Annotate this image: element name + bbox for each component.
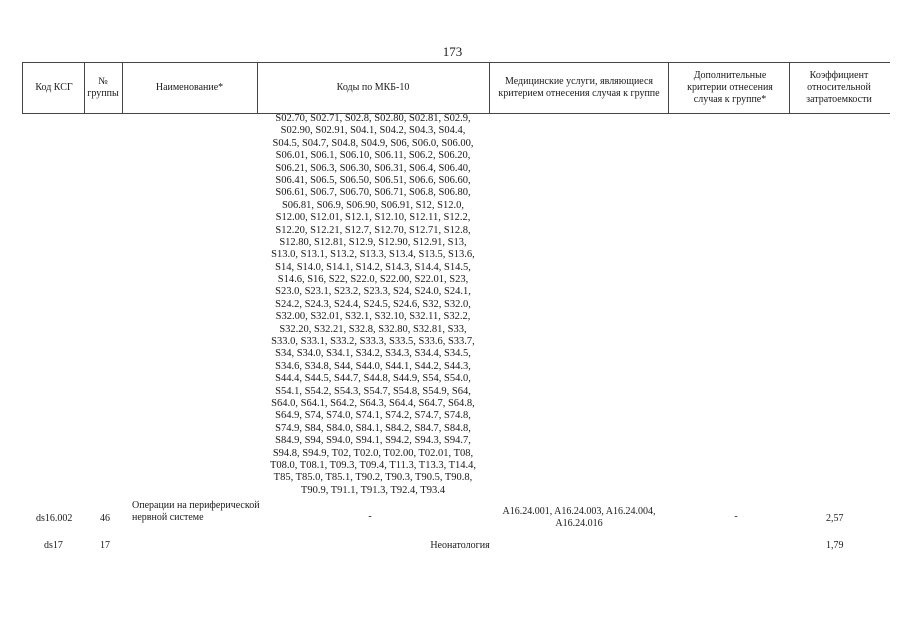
page-number: 173 xyxy=(442,44,463,59)
mkb-codes-line: S84.9, S94, S94.0, S94.1, S94.2, S94.3, S94.7, xyxy=(275,435,471,447)
col-divider xyxy=(668,62,669,114)
row-services-line: A16.24.001, A16.24.003, A16.24.004, xyxy=(502,506,656,517)
row-section-title: Неонатология xyxy=(430,540,490,551)
col-divider xyxy=(489,62,490,114)
mkb-codes-line: S32.00, S32.01, S32.1, S32.10, S32.11, S32.2, xyxy=(275,311,471,323)
mkb-codes-line: S34, S34.0, S34.1, S34.2, S34.3, S34.4, S34.5, xyxy=(275,348,471,360)
row-name: Операции на периферической нервной системе xyxy=(132,500,260,523)
mkb-codes-line: S06.01, S06.1, S06.10, S06.11, S06.2, S06.20, xyxy=(275,150,471,162)
row-services xyxy=(492,506,666,530)
mkb-codes-line: T85, T85.0, T85.1, T90.2, T90.3, T90.5, T90.8, xyxy=(273,472,473,484)
row-coef: 1,79 xyxy=(826,540,844,551)
mkb-codes-line: S06.81, S06.9, S06.90, S06.91, S12, S12.0, xyxy=(281,199,465,211)
mkb-codes-line: T90.9, T91.1, T91.3, T92.4, T93.4 xyxy=(300,484,446,496)
mkb-codes-line: S74.9, S84, S84.0, S84.1, S84.2, S84.7, S84.8, xyxy=(275,422,471,434)
mkb-codes-line: S06.61, S06.7, S06.70, S06.71, S06.8, S06.80, xyxy=(275,187,471,199)
row-code: ds16.002 xyxy=(36,513,73,524)
row-mkb: - xyxy=(368,511,372,522)
mkb-codes-line: S64.0, S64.1, S64.2, S64.3, S64.4, S64.7, S64.8, xyxy=(271,397,475,409)
mkb-codes-line: S23.0, S23.1, S23.2, S23.3, S24, S24.0, S24.1, xyxy=(275,286,471,298)
header-coef: Коэффициент относительной затратоемкости xyxy=(806,70,872,105)
mkb-codes-line: S12.20, S12.21, S12.7, S12.70, S12.71, S12.8, xyxy=(275,224,471,236)
header-criteria: Дополнительные критерии отнесения случая к группе* xyxy=(687,70,773,105)
mkb-codes-line: S06.21, S06.3, S06.30, S06.31, S06.4, S06.40, xyxy=(275,162,471,174)
row-coef: 2,57 xyxy=(826,513,844,524)
header-code: Код КСГ xyxy=(35,82,73,93)
mkb-codes-line: S44.4, S44.5, S44.7, S44.8, S44.9, S54, S54.0, xyxy=(275,373,471,385)
row-code: ds17 xyxy=(44,540,63,551)
mkb-codes-line: S02.70, S02.71, S02.8, S02.80, S02.81, S02.9, xyxy=(275,113,471,124)
mkb-codes-line: S24.2, S24.3, S24.4, S24.5, S24.6, S32, S32.0, xyxy=(275,298,471,310)
col-divider xyxy=(789,62,790,114)
col-divider xyxy=(122,62,123,114)
header-mkb: Коды по МКБ-10 xyxy=(336,82,410,93)
mkb-codes-line: S12.00, S12.01, S12.1, S12.10, S12.11, S12.2, xyxy=(275,212,471,224)
table-top-border xyxy=(22,62,890,63)
row-services-line: A16.24.016 xyxy=(555,518,603,529)
header-services: Медицинские услуги, являющиеся критерием отнесения случая к группе xyxy=(498,76,660,99)
row-group: 17 xyxy=(100,540,110,551)
mkb-codes-line: S33.0, S33.1, S33.2, S33.3, S33.5, S33.6, S33.7, xyxy=(271,336,475,348)
col-divider xyxy=(257,62,258,114)
header-group: № группы xyxy=(87,76,119,99)
col-divider xyxy=(84,62,85,114)
row-criteria: - xyxy=(734,511,738,522)
mkb-codes-line: S02.90, S02.91, S04.1, S04.2, S04.3, S04.4, xyxy=(280,125,466,137)
mkb-codes-line: T08.0, T08.1, T09.3, T09.4, T11.3, T13.3, T14.4, xyxy=(269,459,477,471)
mkb-codes-line: S64.9, S74, S74.0, S74.1, S74.2, S74.7, S74.8, xyxy=(275,410,471,422)
mkb-codes-line: S06.41, S06.5, S06.50, S06.51, S06.6, S06.60, xyxy=(275,174,471,186)
row-group: 46 xyxy=(100,513,110,524)
mkb-codes-line: S13.0, S13.1, S13.2, S13.3, S13.4, S13.5, S13.6, xyxy=(271,249,475,261)
mkb-codes-line: S04.5, S04.7, S04.8, S04.9, S06, S06.0, S06.00, xyxy=(272,137,474,149)
header-name: Наименование* xyxy=(155,82,224,93)
mkb-codes-line: S12.80, S12.81, S12.9, S12.90, S12.91, S13, xyxy=(279,236,467,248)
mkb-codes-line: S34.6, S34.8, S44, S44.0, S44.1, S44.2, S44.3, xyxy=(275,360,471,372)
mkb-codes-list xyxy=(262,113,484,497)
col-divider xyxy=(22,62,23,114)
mkb-codes-line: S14.6, S16, S22, S22.0, S22.00, S22.01, S23, xyxy=(277,274,469,286)
mkb-codes-line: S32.20, S32.21, S32.8, S32.80, S32.81, S33, xyxy=(279,323,467,335)
mkb-codes-line: S54.1, S54.2, S54.3, S54.7, S54.8, S54.9, S64, xyxy=(275,385,471,397)
mkb-codes-line: S94.8, S94.9, T02, T02.0, T02.00, T02.01, T08, xyxy=(272,447,474,459)
mkb-codes-line: S14, S14.0, S14.1, S14.2, S14.3, S14.4, S14.5, xyxy=(275,261,471,273)
